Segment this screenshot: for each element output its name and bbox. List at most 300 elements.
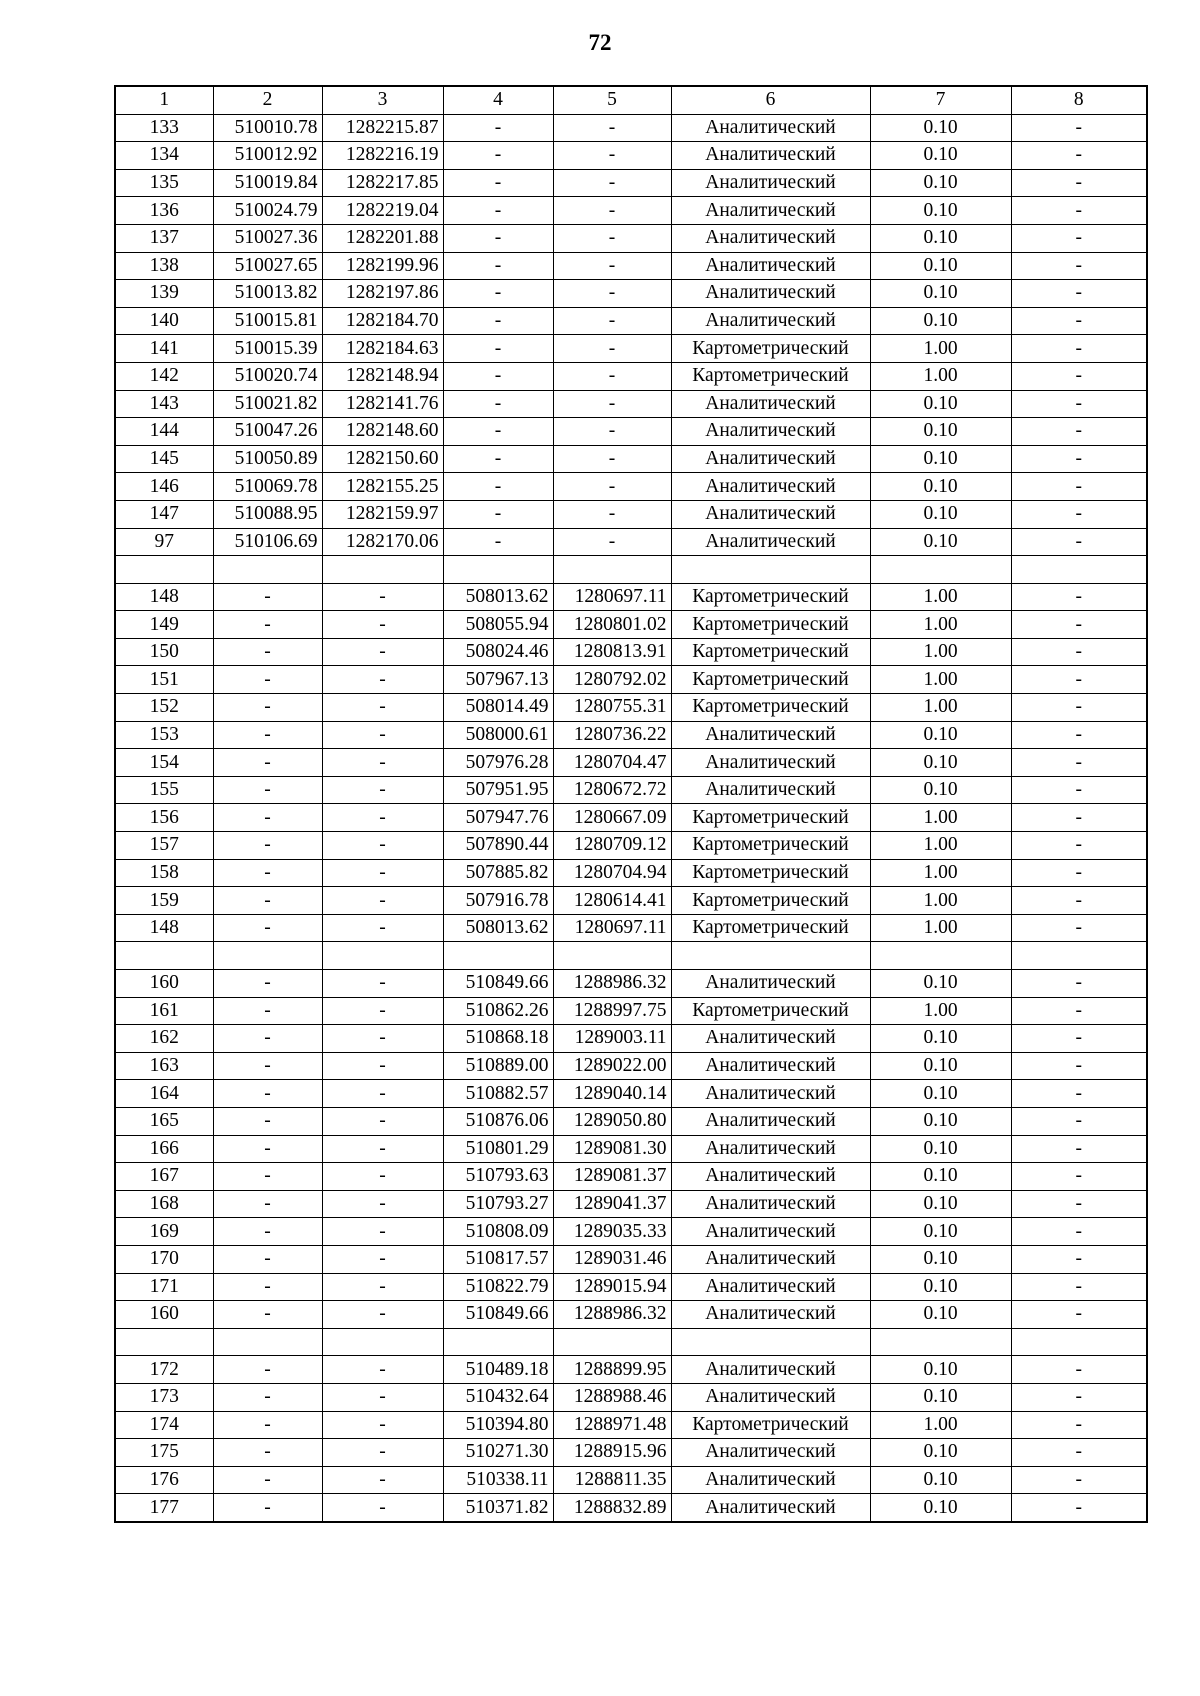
table-cell: 1288811.35 bbox=[553, 1466, 671, 1494]
table-cell: - bbox=[553, 252, 671, 280]
table-cell: - bbox=[553, 362, 671, 390]
table-cell: 1282197.86 bbox=[322, 280, 443, 308]
table-cell: 160 bbox=[115, 1301, 213, 1329]
table-cell: - bbox=[1011, 114, 1147, 142]
table-cell: 141 bbox=[115, 335, 213, 363]
table-cell: 1.00 bbox=[870, 694, 1011, 722]
table-cell: 1288899.95 bbox=[553, 1356, 671, 1384]
table-cell: 146 bbox=[115, 473, 213, 501]
table-cell: - bbox=[1011, 418, 1147, 446]
table-cell: - bbox=[322, 1245, 443, 1273]
table-cell: 510489.18 bbox=[443, 1356, 553, 1384]
table-cell: - bbox=[322, 1466, 443, 1494]
table-cell bbox=[671, 942, 870, 970]
table-cell: - bbox=[1011, 1025, 1147, 1053]
table-cell: - bbox=[322, 887, 443, 915]
table-row bbox=[115, 1135, 1147, 1163]
table-cell: Аналитический bbox=[671, 1052, 870, 1080]
table-cell: 0.10 bbox=[870, 473, 1011, 501]
table-cell: 0.10 bbox=[870, 1107, 1011, 1135]
table-row bbox=[115, 169, 1147, 197]
table-cell: 1280697.11 bbox=[553, 914, 671, 942]
table-cell: - bbox=[1011, 445, 1147, 473]
table-cell: 0.10 bbox=[870, 970, 1011, 998]
table-cell: 1280704.94 bbox=[553, 859, 671, 887]
table-cell: 510432.64 bbox=[443, 1383, 553, 1411]
table-cell: 0.10 bbox=[870, 1025, 1011, 1053]
table-cell: 0.10 bbox=[870, 1245, 1011, 1273]
table-cell: 154 bbox=[115, 749, 213, 777]
table-cell: - bbox=[443, 307, 553, 335]
table-cell: - bbox=[1011, 832, 1147, 860]
column-header: 3 bbox=[322, 86, 443, 114]
table-cell: Аналитический bbox=[671, 224, 870, 252]
table-cell: Аналитический bbox=[671, 1218, 870, 1246]
table-row bbox=[115, 280, 1147, 308]
table-cell: 507967.13 bbox=[443, 666, 553, 694]
table-row bbox=[115, 749, 1147, 777]
table-cell: - bbox=[443, 197, 553, 225]
table-cell bbox=[1011, 942, 1147, 970]
table-cell: Картометрический bbox=[671, 832, 870, 860]
table-cell: 510024.79 bbox=[213, 197, 322, 225]
table-cell: 1289041.37 bbox=[553, 1190, 671, 1218]
table-cell: Аналитический bbox=[671, 142, 870, 170]
table-cell: - bbox=[322, 1135, 443, 1163]
table-cell bbox=[115, 942, 213, 970]
table-row bbox=[115, 197, 1147, 225]
table-cell: 0.10 bbox=[870, 1052, 1011, 1080]
table-cell: - bbox=[1011, 749, 1147, 777]
table-cell: 0.10 bbox=[870, 280, 1011, 308]
table-cell: Аналитический bbox=[671, 1466, 870, 1494]
table-row bbox=[115, 1025, 1147, 1053]
table-cell: 507951.95 bbox=[443, 776, 553, 804]
table-cell: - bbox=[322, 721, 443, 749]
table-cell: - bbox=[213, 997, 322, 1025]
table-row bbox=[115, 1439, 1147, 1467]
table-cell: - bbox=[213, 666, 322, 694]
table-cell bbox=[1011, 556, 1147, 584]
table-cell: - bbox=[213, 1052, 322, 1080]
table-cell: 508013.62 bbox=[443, 914, 553, 942]
table-cell: - bbox=[1011, 721, 1147, 749]
column-header: 7 bbox=[870, 86, 1011, 114]
table-cell: 1280672.72 bbox=[553, 776, 671, 804]
table-row bbox=[115, 1163, 1147, 1191]
table-cell: 1282201.88 bbox=[322, 224, 443, 252]
table-row bbox=[115, 528, 1147, 556]
table-row bbox=[115, 335, 1147, 363]
table-cell: 507885.82 bbox=[443, 859, 553, 887]
table-cell: - bbox=[1011, 390, 1147, 418]
table-cell: - bbox=[1011, 1273, 1147, 1301]
table-body bbox=[115, 86, 1147, 1522]
table-cell: - bbox=[213, 1383, 322, 1411]
table-row bbox=[115, 997, 1147, 1025]
table-cell: - bbox=[322, 1080, 443, 1108]
table-cell: - bbox=[322, 1163, 443, 1191]
table-cell bbox=[671, 556, 870, 584]
table-cell bbox=[115, 1328, 213, 1356]
table-cell: - bbox=[322, 1494, 443, 1522]
table-cell: Аналитический bbox=[671, 1135, 870, 1163]
table-cell: 1.00 bbox=[870, 611, 1011, 639]
table-cell: 1280813.91 bbox=[553, 638, 671, 666]
table-cell: - bbox=[322, 583, 443, 611]
table-cell: 510371.82 bbox=[443, 1494, 553, 1522]
table-cell: 145 bbox=[115, 445, 213, 473]
table-row bbox=[115, 1052, 1147, 1080]
table-cell bbox=[213, 556, 322, 584]
separator-row bbox=[115, 556, 1147, 584]
table-cell: 144 bbox=[115, 418, 213, 446]
table-cell: 1.00 bbox=[870, 1411, 1011, 1439]
table-cell: - bbox=[1011, 638, 1147, 666]
table-cell: - bbox=[1011, 887, 1147, 915]
table-cell: 510849.66 bbox=[443, 970, 553, 998]
table-cell: 148 bbox=[115, 583, 213, 611]
table-cell: 1289081.30 bbox=[553, 1135, 671, 1163]
table-cell: Картометрический bbox=[671, 997, 870, 1025]
table-cell: - bbox=[1011, 1052, 1147, 1080]
table-cell: - bbox=[213, 1190, 322, 1218]
table-cell: - bbox=[443, 114, 553, 142]
table-cell: - bbox=[443, 528, 553, 556]
table-row bbox=[115, 914, 1147, 942]
table-cell: - bbox=[322, 970, 443, 998]
table-cell: 140 bbox=[115, 307, 213, 335]
table-cell: 1282184.70 bbox=[322, 307, 443, 335]
table-cell: 1288988.46 bbox=[553, 1383, 671, 1411]
table-row bbox=[115, 1218, 1147, 1246]
table-cell: 1280667.09 bbox=[553, 804, 671, 832]
table-cell bbox=[553, 942, 671, 970]
table-cell bbox=[322, 556, 443, 584]
table-row bbox=[115, 1080, 1147, 1108]
separator-row bbox=[115, 942, 1147, 970]
table-cell bbox=[870, 556, 1011, 584]
table-cell: 157 bbox=[115, 832, 213, 860]
table-cell: - bbox=[443, 169, 553, 197]
table-cell: 0.10 bbox=[870, 114, 1011, 142]
table-cell: Аналитический bbox=[671, 473, 870, 501]
table-cell: 153 bbox=[115, 721, 213, 749]
table-cell: - bbox=[322, 694, 443, 722]
table-cell: Картометрический bbox=[671, 335, 870, 363]
table-cell: - bbox=[213, 1245, 322, 1273]
table-cell: 510027.36 bbox=[213, 224, 322, 252]
table-cell: - bbox=[213, 776, 322, 804]
table-cell: Аналитический bbox=[671, 721, 870, 749]
table-row bbox=[115, 804, 1147, 832]
table-cell: 1282155.25 bbox=[322, 473, 443, 501]
table-cell: - bbox=[553, 142, 671, 170]
table-cell: 136 bbox=[115, 197, 213, 225]
table-cell: 0.10 bbox=[870, 169, 1011, 197]
table-row bbox=[115, 1466, 1147, 1494]
table-cell: - bbox=[1011, 169, 1147, 197]
table-cell: 1.00 bbox=[870, 997, 1011, 1025]
table-cell: - bbox=[1011, 1356, 1147, 1384]
table-cell: 166 bbox=[115, 1135, 213, 1163]
table-cell: - bbox=[553, 390, 671, 418]
table-cell: 171 bbox=[115, 1273, 213, 1301]
table-cell: 1282170.06 bbox=[322, 528, 443, 556]
table-cell: - bbox=[213, 1025, 322, 1053]
table-cell bbox=[213, 942, 322, 970]
table-cell bbox=[322, 942, 443, 970]
table-cell: Аналитический bbox=[671, 1439, 870, 1467]
table-cell: - bbox=[1011, 1494, 1147, 1522]
table-cell: Аналитический bbox=[671, 1190, 870, 1218]
table-cell: 510069.78 bbox=[213, 473, 322, 501]
table-cell: - bbox=[322, 1107, 443, 1135]
table-cell: 510020.74 bbox=[213, 362, 322, 390]
table-cell: Аналитический bbox=[671, 390, 870, 418]
column-header: 2 bbox=[213, 86, 322, 114]
table-cell: 134 bbox=[115, 142, 213, 170]
table-cell: 1.00 bbox=[870, 914, 1011, 942]
table-cell: Аналитический bbox=[671, 418, 870, 446]
table-cell: 0.10 bbox=[870, 1466, 1011, 1494]
table-cell: 1282148.60 bbox=[322, 418, 443, 446]
table-cell: 510338.11 bbox=[443, 1466, 553, 1494]
table-cell: 137 bbox=[115, 224, 213, 252]
table-cell: - bbox=[1011, 1135, 1147, 1163]
table-cell: 1.00 bbox=[870, 887, 1011, 915]
table-cell bbox=[213, 1328, 322, 1356]
table-cell: Аналитический bbox=[671, 1107, 870, 1135]
table-row bbox=[115, 252, 1147, 280]
table-cell: 0.10 bbox=[870, 1356, 1011, 1384]
table-cell: Аналитический bbox=[671, 169, 870, 197]
table-cell: - bbox=[1011, 142, 1147, 170]
table-row bbox=[115, 970, 1147, 998]
table-cell: 510793.27 bbox=[443, 1190, 553, 1218]
table-cell: 0.10 bbox=[870, 721, 1011, 749]
table-cell: 1282148.94 bbox=[322, 362, 443, 390]
table-cell: - bbox=[1011, 1301, 1147, 1329]
table-cell: 158 bbox=[115, 859, 213, 887]
table-cell: - bbox=[322, 1383, 443, 1411]
table-cell: - bbox=[322, 1052, 443, 1080]
table-cell: 148 bbox=[115, 914, 213, 942]
table-cell: - bbox=[322, 611, 443, 639]
table-cell: 167 bbox=[115, 1163, 213, 1191]
table-cell: 159 bbox=[115, 887, 213, 915]
table-row bbox=[115, 114, 1147, 142]
table-cell: - bbox=[1011, 694, 1147, 722]
table-cell: Картометрический bbox=[671, 583, 870, 611]
table-cell: Аналитический bbox=[671, 114, 870, 142]
table-row bbox=[115, 583, 1147, 611]
table-cell: - bbox=[1011, 611, 1147, 639]
table-cell: - bbox=[553, 114, 671, 142]
table-cell: 0.10 bbox=[870, 1273, 1011, 1301]
table-cell: 1280697.11 bbox=[553, 583, 671, 611]
table-cell: 161 bbox=[115, 997, 213, 1025]
table-cell: - bbox=[213, 914, 322, 942]
table-cell: Аналитический bbox=[671, 1273, 870, 1301]
table-cell: 1282219.04 bbox=[322, 197, 443, 225]
table-cell: 0.10 bbox=[870, 776, 1011, 804]
table-cell: - bbox=[322, 1190, 443, 1218]
table-cell: 1282217.85 bbox=[322, 169, 443, 197]
table-cell: 510876.06 bbox=[443, 1107, 553, 1135]
table-cell: Картометрический bbox=[671, 694, 870, 722]
table-cell: - bbox=[1011, 307, 1147, 335]
table-cell: Аналитический bbox=[671, 445, 870, 473]
table-cell: - bbox=[213, 832, 322, 860]
table-cell: 1282141.76 bbox=[322, 390, 443, 418]
table-cell: - bbox=[213, 1356, 322, 1384]
table-cell: 0.10 bbox=[870, 252, 1011, 280]
table-cell: 147 bbox=[115, 500, 213, 528]
table-cell: 1288986.32 bbox=[553, 970, 671, 998]
table-cell: Аналитический bbox=[671, 776, 870, 804]
table-cell: 0.10 bbox=[870, 445, 1011, 473]
table-cell: 1282184.63 bbox=[322, 335, 443, 363]
table-cell: 510882.57 bbox=[443, 1080, 553, 1108]
table-row bbox=[115, 362, 1147, 390]
table-cell: 1282150.60 bbox=[322, 445, 443, 473]
table-cell: 0.10 bbox=[870, 418, 1011, 446]
table-cell: 156 bbox=[115, 804, 213, 832]
table-cell: 1280614.41 bbox=[553, 887, 671, 915]
table-cell: 1289015.94 bbox=[553, 1273, 671, 1301]
table-cell: Аналитический bbox=[671, 1356, 870, 1384]
table-cell: 169 bbox=[115, 1218, 213, 1246]
table-row bbox=[115, 473, 1147, 501]
table-cell: 175 bbox=[115, 1439, 213, 1467]
table-cell: 1289003.11 bbox=[553, 1025, 671, 1053]
table-cell: 508055.94 bbox=[443, 611, 553, 639]
table-cell: - bbox=[553, 224, 671, 252]
table-cell: - bbox=[1011, 1439, 1147, 1467]
table-cell: - bbox=[322, 776, 443, 804]
table-cell: 1.00 bbox=[870, 638, 1011, 666]
table-cell: - bbox=[213, 1218, 322, 1246]
table-cell: Аналитический bbox=[671, 1494, 870, 1522]
table-cell: 0.10 bbox=[870, 749, 1011, 777]
table-cell: - bbox=[322, 859, 443, 887]
table-cell: - bbox=[443, 362, 553, 390]
table-cell: 1280709.12 bbox=[553, 832, 671, 860]
table-cell: Аналитический bbox=[671, 528, 870, 556]
table-cell: - bbox=[213, 583, 322, 611]
table-cell: - bbox=[1011, 335, 1147, 363]
table-cell: 1.00 bbox=[870, 362, 1011, 390]
table-cell: - bbox=[1011, 997, 1147, 1025]
table-cell: - bbox=[443, 445, 553, 473]
table-cell: 510019.84 bbox=[213, 169, 322, 197]
table-cell: 510889.00 bbox=[443, 1052, 553, 1080]
table-cell: - bbox=[1011, 1245, 1147, 1273]
table-cell: 510817.57 bbox=[443, 1245, 553, 1273]
table-cell: - bbox=[213, 859, 322, 887]
table-cell: Картометрический bbox=[671, 859, 870, 887]
table-cell: 165 bbox=[115, 1107, 213, 1135]
table-cell: 0.10 bbox=[870, 1218, 1011, 1246]
table-row bbox=[115, 1301, 1147, 1329]
table-cell: 172 bbox=[115, 1356, 213, 1384]
table-cell: - bbox=[213, 1411, 322, 1439]
table-cell: - bbox=[1011, 1107, 1147, 1135]
table-cell: 0.10 bbox=[870, 1163, 1011, 1191]
table-cell: - bbox=[213, 1494, 322, 1522]
table-cell: 0.10 bbox=[870, 1190, 1011, 1218]
table-cell: 150 bbox=[115, 638, 213, 666]
table-cell: - bbox=[1011, 583, 1147, 611]
table-cell: 510027.65 bbox=[213, 252, 322, 280]
table-cell: 163 bbox=[115, 1052, 213, 1080]
table-cell: 508024.46 bbox=[443, 638, 553, 666]
table-cell: 1289022.00 bbox=[553, 1052, 671, 1080]
table-cell: 1289035.33 bbox=[553, 1218, 671, 1246]
table-cell: 510808.09 bbox=[443, 1218, 553, 1246]
table-cell: - bbox=[1011, 224, 1147, 252]
table-cell: 1.00 bbox=[870, 859, 1011, 887]
table-cell: - bbox=[1011, 1163, 1147, 1191]
table-cell: - bbox=[553, 528, 671, 556]
table-cell: 0.10 bbox=[870, 528, 1011, 556]
table-cell: 510793.63 bbox=[443, 1163, 553, 1191]
table-cell: 510822.79 bbox=[443, 1273, 553, 1301]
table-cell: 97 bbox=[115, 528, 213, 556]
page-number: 72 bbox=[588, 30, 612, 55]
table-cell: 0.10 bbox=[870, 1135, 1011, 1163]
table-cell: 507890.44 bbox=[443, 832, 553, 860]
table-cell: Картометрический bbox=[671, 362, 870, 390]
table-row bbox=[115, 418, 1147, 446]
table-cell bbox=[553, 556, 671, 584]
table-cell: 1.00 bbox=[870, 804, 1011, 832]
table-cell: 510394.80 bbox=[443, 1411, 553, 1439]
table-cell: 0.10 bbox=[870, 197, 1011, 225]
table-cell: - bbox=[1011, 362, 1147, 390]
table-cell: 510862.26 bbox=[443, 997, 553, 1025]
table-cell: 1289040.14 bbox=[553, 1080, 671, 1108]
table-cell: 510013.82 bbox=[213, 280, 322, 308]
table-cell: - bbox=[1011, 1383, 1147, 1411]
table-cell: - bbox=[1011, 804, 1147, 832]
table-cell: - bbox=[213, 1080, 322, 1108]
column-header: 4 bbox=[443, 86, 553, 114]
table-cell: - bbox=[1011, 1190, 1147, 1218]
table-cell: 508013.62 bbox=[443, 583, 553, 611]
column-header: 8 bbox=[1011, 86, 1147, 114]
table-row bbox=[115, 1190, 1147, 1218]
table-cell: 135 bbox=[115, 169, 213, 197]
header-row bbox=[115, 86, 1147, 114]
table-cell: - bbox=[213, 1163, 322, 1191]
table-cell bbox=[443, 942, 553, 970]
table-row bbox=[115, 887, 1147, 915]
table-cell: 510849.66 bbox=[443, 1301, 553, 1329]
table-row bbox=[115, 1383, 1147, 1411]
table-cell: - bbox=[553, 169, 671, 197]
table-cell: 510868.18 bbox=[443, 1025, 553, 1053]
table-cell: - bbox=[213, 1301, 322, 1329]
table-cell: - bbox=[213, 970, 322, 998]
table-cell: - bbox=[1011, 1080, 1147, 1108]
table-cell: 160 bbox=[115, 970, 213, 998]
table-cell: - bbox=[1011, 970, 1147, 998]
table-cell: 510050.89 bbox=[213, 445, 322, 473]
table-row bbox=[115, 638, 1147, 666]
table-cell: - bbox=[322, 1273, 443, 1301]
